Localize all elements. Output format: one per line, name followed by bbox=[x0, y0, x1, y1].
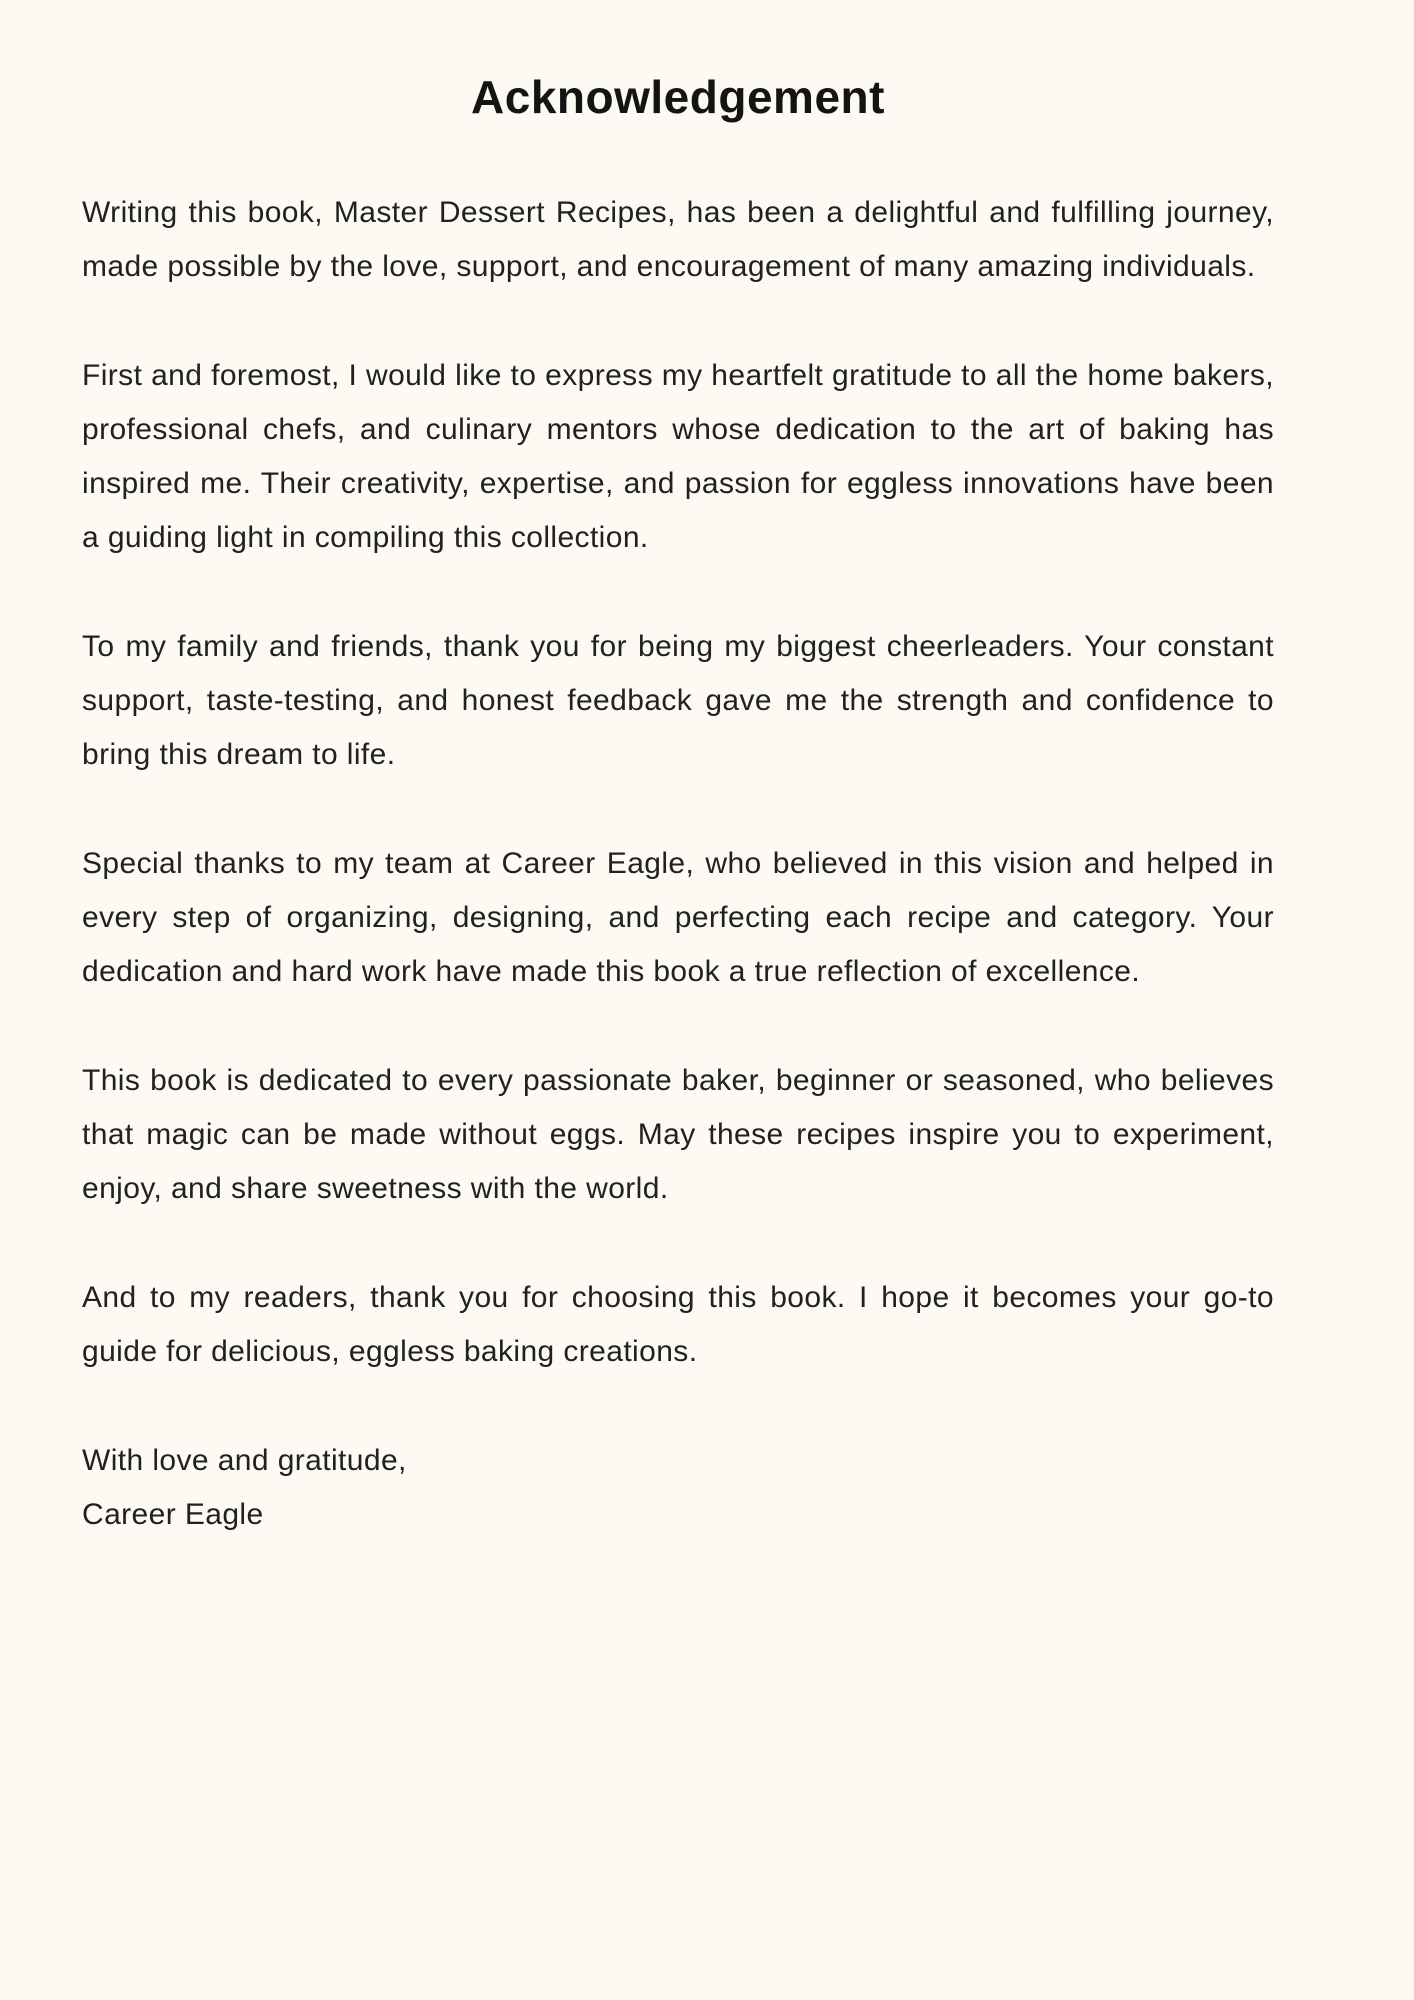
closing-salutation: With love and gratitude, bbox=[82, 1444, 407, 1477]
acknowledgement-body bbox=[82, 186, 1274, 1379]
paragraph-family-friends: To my family and friends, thank you for being my biggest cheerleaders. Your constant support, taste-testing, and honest feedback gave me the strength and confidence to bring this dream to life. bbox=[82, 630, 1274, 771]
paragraph-team-thanks: Special thanks to my team at Career Eagle, who believed in this vision and helped in every step of organizing, designing, and perfecting each recipe and category. Your dedication and hard work have made this book a true reflection of excellence. bbox=[82, 847, 1274, 988]
paragraph-intro: Writing this book, Master Dessert Recipes, has been a delightful and fulfilling journey, made possible by the love, support, and encouragement of many amazing individuals. bbox=[82, 196, 1274, 283]
closing-block bbox=[82, 1434, 1274, 1542]
paragraph-gratitude-bakers: First and foremost, I would like to express my heartfelt gratitude to all the home bakers, professional chefs, and culinary mentors whose dedication to the art of baking has inspired me. Their creativity, expertise, and passion for eggless innovations have been a guiding light in compiling this collection. bbox=[82, 359, 1274, 554]
closing-signature: Career Eagle bbox=[82, 1498, 264, 1531]
paragraph-dedication: This book is dedicated to every passionate baker, beginner or seasoned, who believes that magic can be made without eggs. May these recipes inspire you to experiment, enjoy, and share sweetness with the world. bbox=[82, 1064, 1274, 1205]
page-title: Acknowledgement bbox=[471, 71, 885, 123]
paragraph-readers: And to my readers, thank you for choosing this book. I hope it becomes your go-to guide for delicious, eggless baking creations. bbox=[82, 1281, 1274, 1368]
